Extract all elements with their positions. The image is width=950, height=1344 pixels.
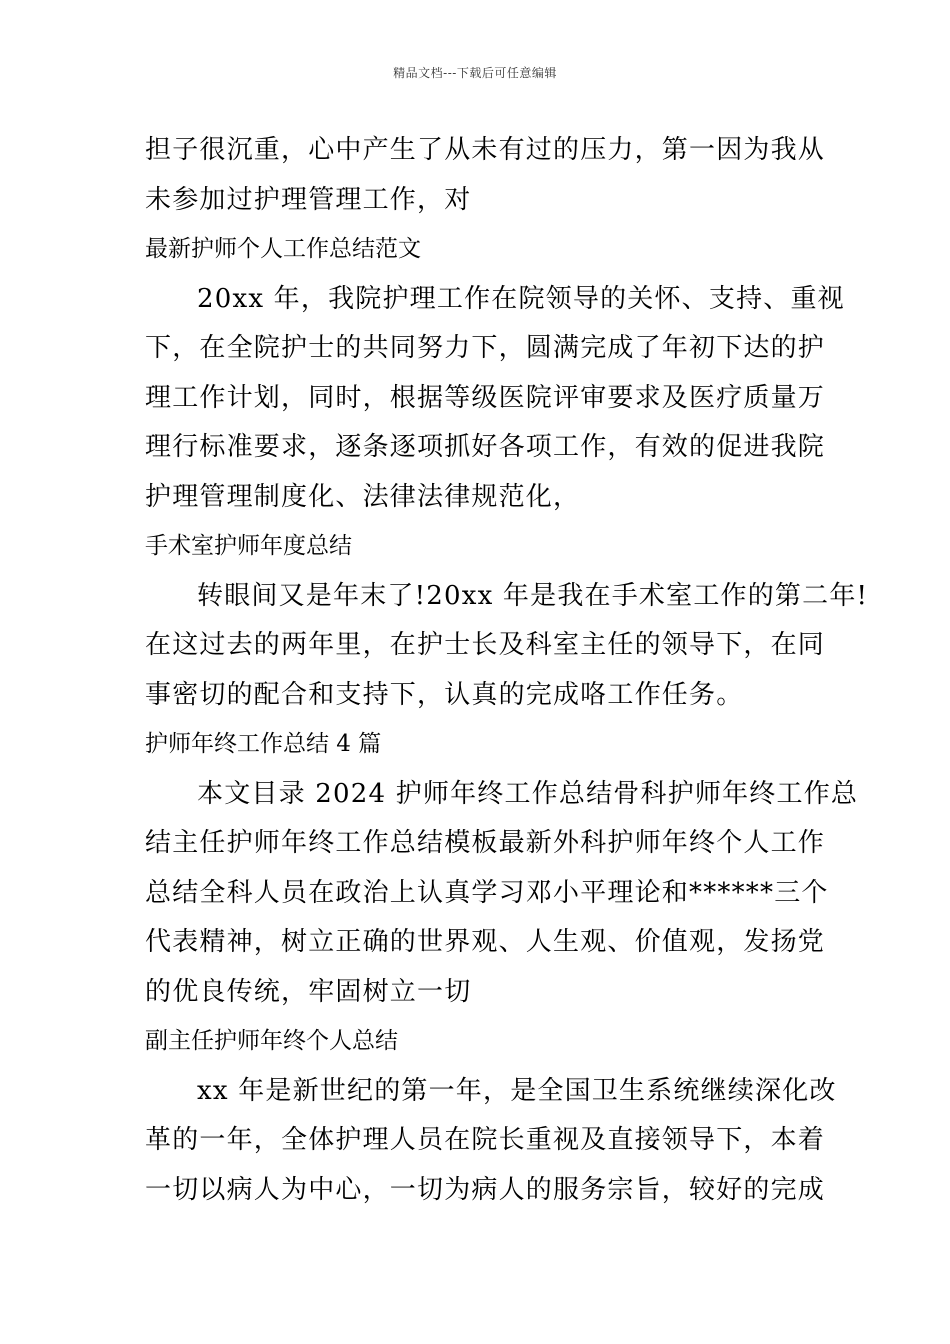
paragraph-line: 护理管理制度化、法律法律规范化， <box>145 481 581 512</box>
section-heading: 最新护师个人工作总结范文 <box>145 236 421 262</box>
paragraph-line: 革的一年，全体护理人员在院长重视及直接领导下，本着 <box>145 1125 826 1155</box>
paragraph-line: 理工作计划，同时，根据等级医院评审要求及医疗质量万 <box>145 382 826 413</box>
paragraph <box>145 1067 837 1216</box>
paragraph-line: 下，在全院护士的共同努力下，圆满完成了年初下达的护 <box>145 333 826 363</box>
paragraph-line: xx 年是新世纪的第一年，是全国卫生系统继续深化改 <box>197 1075 837 1106</box>
page-header: 精品文档---下载后可任意编辑 <box>393 66 557 80</box>
document-body <box>145 126 869 1215</box>
paragraph-line: 担子很沉重，心中产生了从未有过的压力，第一因为我从 <box>145 135 826 165</box>
paragraph-line: 本文目录 2024 护师年终工作总结骨科护师年终工作总 <box>197 778 859 809</box>
paragraph-line: 理行标准要求，逐条逐项抓好各项工作，有效的促进我院 <box>145 432 826 462</box>
section-heading: 护师年终工作总结 4 篇 <box>145 731 382 757</box>
paragraph-line: 转眼间又是年末了!20xx 年是我在手术室工作的第二年! <box>197 580 869 611</box>
paragraph-line: 在这过去的两年里，在护士长及科室主任的领导下，在同 <box>145 630 826 660</box>
section-heading: 手术室护师年度总结 <box>145 533 352 559</box>
paragraph-line: 20xx 年，我院护理工作在院领导的关怀、支持、重视 <box>197 283 845 314</box>
paragraph-line: 代表精神，树立正确的世界观、人生观、价值观，发扬党 <box>145 927 826 957</box>
paragraph-line: 结主任护师年终工作总结模板最新外科护师年终个人工作 <box>145 828 826 858</box>
paragraph-line: 事密切的配合和支持下，认真的完成咯工作任务。 <box>145 679 744 710</box>
paragraph-line: 一切以病人为中心，一切为病人的服务宗旨，较好的完成 <box>145 1174 826 1205</box>
paragraph <box>145 275 845 523</box>
paragraph <box>145 126 826 225</box>
section-heading: 副主任护师年终个人总结 <box>145 1028 398 1054</box>
paragraph <box>145 572 869 721</box>
paragraph-line: 未参加过护理管理工作，对 <box>145 184 472 215</box>
paragraph-line: 总结全科人员在政治上认真学习邓小平理论和******三个 <box>145 877 829 908</box>
paragraph-line: 的优良传统，牢固树立一切 <box>145 976 472 1007</box>
paragraph <box>145 770 859 1018</box>
